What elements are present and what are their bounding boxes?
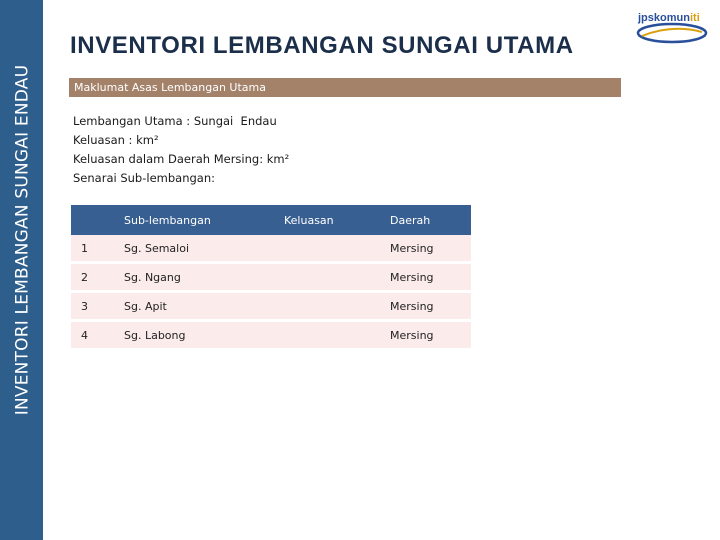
cell-area (284, 292, 390, 321)
header-district: Daerah (390, 205, 471, 235)
table-row (71, 263, 471, 292)
sub-basin-table (71, 205, 471, 351)
logo-swoosh-icon (636, 22, 708, 44)
jps-logo (636, 8, 712, 46)
cell-area (284, 263, 390, 292)
cell-sub-basin: Sg. Apit (124, 292, 284, 321)
table-header-row (71, 205, 471, 235)
logo-brand: komun (653, 12, 690, 24)
info-line-area: Keluasan : km² (73, 133, 159, 147)
cell-number: 2 (71, 263, 124, 292)
table-row (71, 321, 471, 350)
logo-suffix: iti (689, 12, 700, 24)
info-line-sub-basin-list: Senarai Sub-lembangan: (73, 171, 215, 185)
header-area: Keluasan (284, 205, 390, 235)
cell-sub-basin: Sg. Labong (124, 321, 284, 350)
table-row (71, 292, 471, 321)
cell-sub-basin: Sg. Semaloi (124, 235, 284, 263)
table-row (71, 235, 471, 263)
info-line-main-basin: Lembangan Utama : Sungai Endau (73, 114, 277, 128)
header-number (71, 205, 124, 235)
cell-district: Mersing (390, 235, 471, 263)
cell-number: 3 (71, 292, 124, 321)
logo-text (638, 12, 700, 24)
cell-number: 4 (71, 321, 124, 350)
cell-district: Mersing (390, 263, 471, 292)
page-title: INVENTORI LEMBANGAN SUNGAI UTAMA (70, 32, 574, 59)
info-line-district-area: Keluasan dalam Daerah Mersing: km² (73, 152, 290, 166)
cell-district: Mersing (390, 292, 471, 321)
section-header: Maklumat Asas Lembangan Utama (69, 78, 621, 97)
cell-area (284, 235, 390, 263)
side-title-text: INVENTORI LEMBANGAN SUNGAI ENDAU (12, 64, 32, 416)
header-sub-basin: Sub-lembangan (124, 205, 284, 235)
cell-number: 1 (71, 235, 124, 263)
cell-sub-basin: Sg. Ngang (124, 263, 284, 292)
side-title (4, 2, 40, 478)
basin-info (73, 112, 289, 188)
logo-prefix: jps (638, 12, 654, 24)
cell-district: Mersing (390, 321, 471, 350)
cell-area (284, 321, 390, 350)
